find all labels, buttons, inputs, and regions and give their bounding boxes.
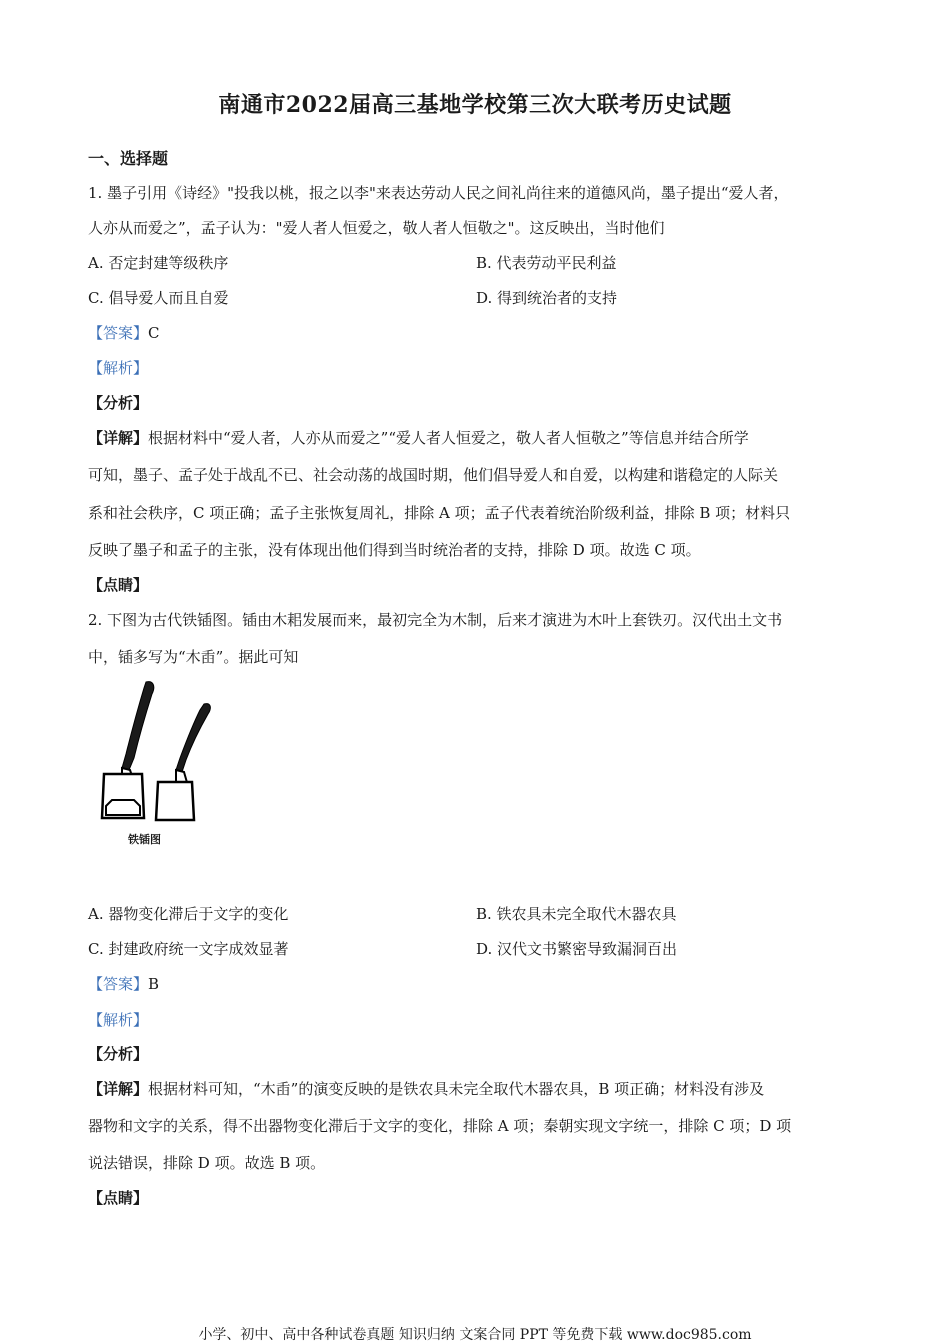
q2-dianjing-tag: 【点睛】 <box>88 1189 149 1207</box>
q2-option-b: B. 铁农具未完全取代木器农具 <box>476 905 677 923</box>
q1-analysis-tag: 【解析】 <box>88 359 149 377</box>
q2-answer-value: B <box>148 975 160 993</box>
section-title: 一、选择题 <box>88 149 169 168</box>
q2-detail-tag: 【详解】 <box>88 1080 149 1098</box>
q1-option-b: B. 代表劳动平民利益 <box>476 254 617 272</box>
q1-detail-tag: 【详解】 <box>88 429 149 447</box>
q2-analysis-tag: 【解析】 <box>88 1011 149 1029</box>
q1-fenxi-tag: 【分析】 <box>88 394 149 412</box>
q1-option-c: C. 倡导爱人而且自爱 <box>88 289 229 307</box>
page-title: 南通市2022届高三基地学校第三次大联考历史试题 <box>218 92 732 118</box>
q2-detail-line3: 说法错误，排除 D 项。故选 B 项。 <box>88 1154 326 1172</box>
q2-fenxi-tag: 【分析】 <box>88 1045 149 1063</box>
q2-option-c: C. 封建政府统一文字成效显著 <box>88 940 289 958</box>
q1-answer-tag: 【答案】 <box>88 324 149 342</box>
q1-detail-line3: 系和社会秩序，C 项正确；孟子主张恢复周礼，排除 A 项；孟子代表着统治阶级利益，排除 B 项；材料只 <box>88 504 791 522</box>
q1-dianjing-tag: 【点睛】 <box>88 576 149 594</box>
q1-option-a: A. 否定封建等级秩序 <box>88 254 229 272</box>
q2-answer-tag: 【答案】 <box>88 975 149 993</box>
q2-option-a: A. 器物变化滞后于文字的变化 <box>88 905 289 923</box>
q1-detail-text1: 根据材料中“爱人者，人亦从而爱之”“爱人者人恒爱之，敬人者人恒敬之”等信息并结合所学 <box>148 429 749 447</box>
q2-answer <box>88 973 868 995</box>
q1-stem-line1: 1. 墨子引用《诗经》"投我以桃，报之以李"来表达劳动人民之间礼尚往来的道德风尚，墨子提出“爱人者， <box>88 184 789 202</box>
q1-stem-line2: 人亦从而爱之”，孟子认为："爱人者人恒爱之，敬人者人恒敬之"。这反映出，当时他们 <box>88 219 665 237</box>
q1-detail-line1 <box>88 427 868 449</box>
q1-detail-line4: 反映了墨子和孟子的主张，没有体现出他们得到当时统治者的支持，排除 D 项。故选 C 项。 <box>88 541 701 559</box>
q1-answer <box>88 322 868 344</box>
q2-stem-line1: 2. 下图为古代铁锸图。锸由木耜发展而来，最初完全为木制，后来才演进为木叶上套铁刃。汉代出土文书 <box>88 611 783 629</box>
page-footer: 小学、初中、高中各种试卷真题 知识归纳 文案合同 PPT 等免费下载 www.doc985.com <box>198 1327 752 1343</box>
figure-caption: 铁锸图 <box>128 833 161 846</box>
q2-stem-line2: 中，锸多写为“木臿”。据此可知 <box>88 648 299 666</box>
left-spade-handle <box>122 682 154 770</box>
left-spade-edge <box>106 800 140 815</box>
iron-spade-figure <box>96 678 216 850</box>
q1-detail-line2: 可知，墨子、孟子处于战乱不已、社会动荡的战国时期，他们倡导爱人和自爱，以构建和谐稳定的人际关 <box>88 466 779 484</box>
right-spade-handle <box>176 704 210 772</box>
q2-detail-line2: 器物和文字的关系，得不出器物变化滞后于文字的变化，排除 A 项；秦朝实现文字统一，排除 C 项；D 项 <box>88 1117 792 1135</box>
q2-detail-line1 <box>88 1078 868 1100</box>
q1-answer-value: C <box>148 324 160 342</box>
q2-option-d: D. 汉代文书繁密导致漏洞百出 <box>476 940 678 958</box>
right-spade-blade <box>156 782 194 820</box>
q2-detail-text1: 根据材料可知，“木臿”的演变反映的是铁农具未完全取代木器农具，B 项正确；材料没有涉及 <box>148 1080 765 1098</box>
q1-option-d: D. 得到统治者的支持 <box>476 289 618 307</box>
